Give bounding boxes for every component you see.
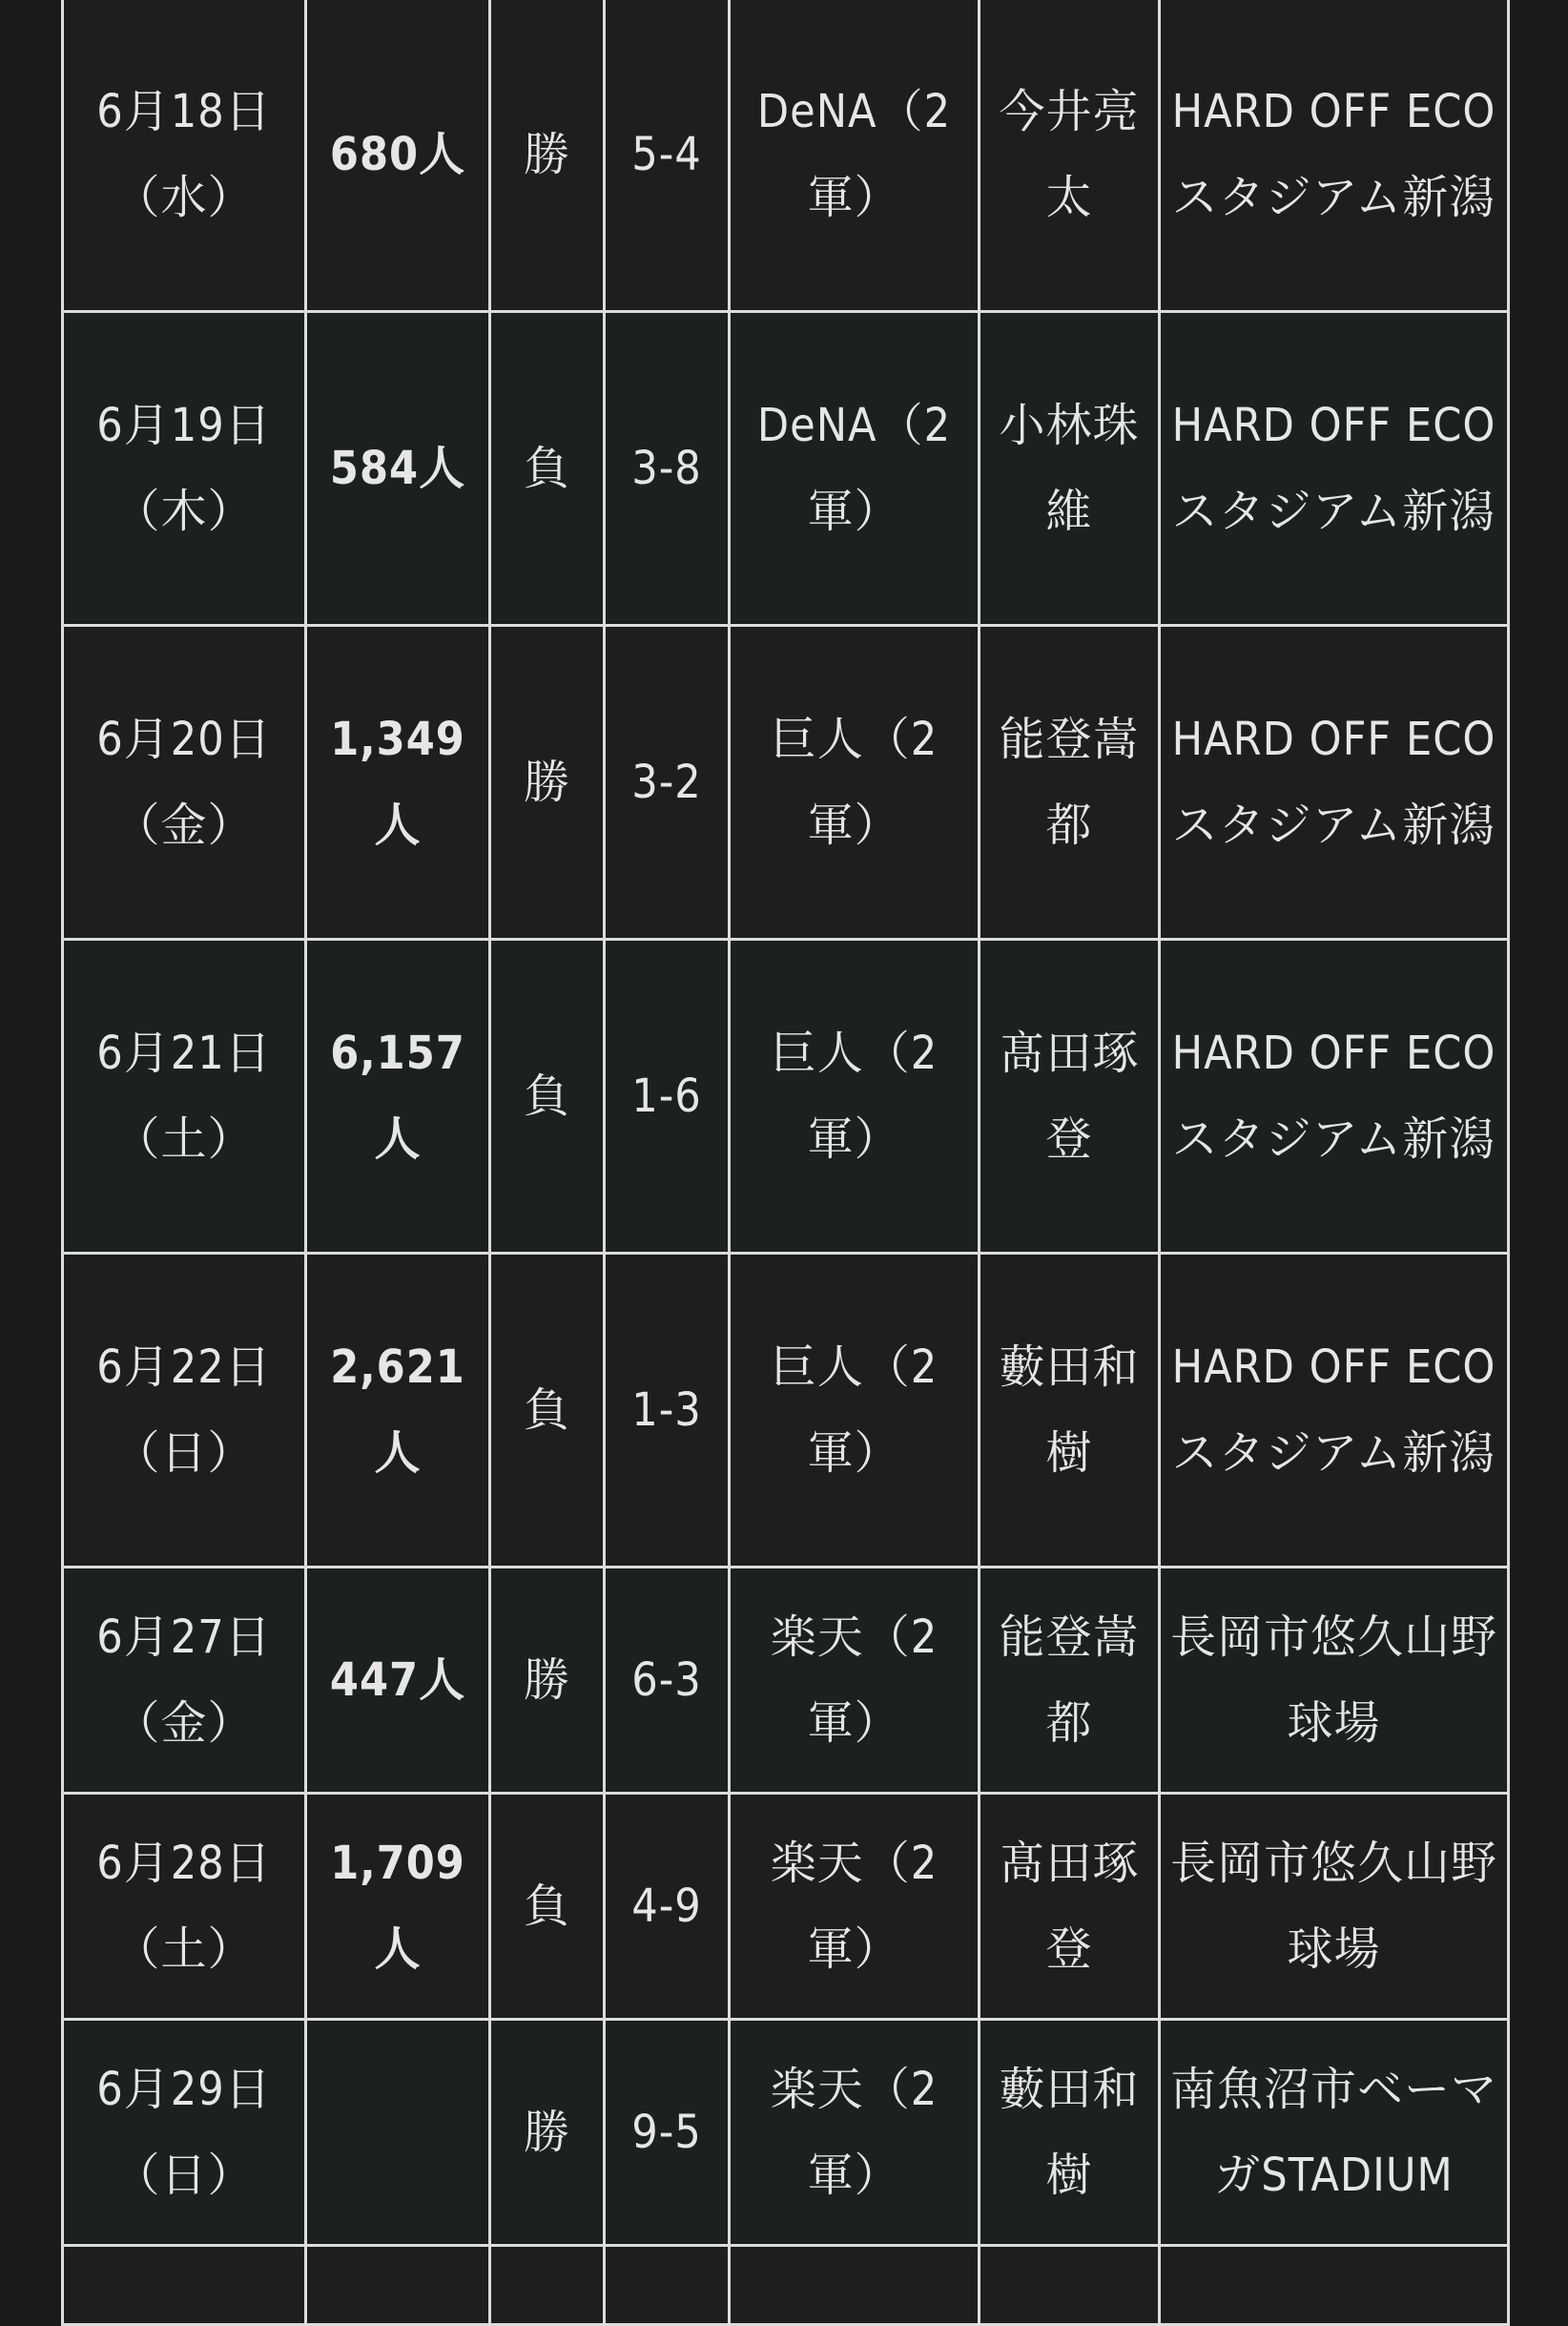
pitcher-cell: 能登嵩都 bbox=[980, 1568, 1160, 1794]
date-cell: 6月29日（日） bbox=[63, 2020, 306, 2246]
opponent-cell: 巨人（2軍） bbox=[730, 940, 980, 1254]
attendance-cell: 6,157人 bbox=[306, 940, 490, 1254]
table-row bbox=[63, 1568, 1509, 1794]
date-cell: 6月19日（木） bbox=[63, 312, 306, 626]
pitcher-cell bbox=[980, 2246, 1160, 2325]
venue-cell: HARD OFF ECO スタジアム新潟 bbox=[1160, 1254, 1509, 1568]
table-row bbox=[63, 312, 1509, 626]
score-cell: 6-3 bbox=[605, 1568, 730, 1794]
attendance-cell: 2,621人 bbox=[306, 1254, 490, 1568]
table-row bbox=[63, 1254, 1509, 1568]
result-cell: 勝 bbox=[490, 0, 605, 312]
result-cell: 勝 bbox=[490, 1568, 605, 1794]
table-row bbox=[63, 1794, 1509, 2020]
result-cell: 負 bbox=[490, 1794, 605, 2020]
venue-cell: HARD OFF ECO スタジアム新潟 bbox=[1160, 312, 1509, 626]
score-cell: 5-4 bbox=[605, 0, 730, 312]
opponent-cell: DeNA（2軍） bbox=[730, 312, 980, 626]
opponent-cell: 巨人（2軍） bbox=[730, 1254, 980, 1568]
table-row bbox=[63, 2246, 1509, 2325]
table-row bbox=[63, 2020, 1509, 2246]
attendance-cell bbox=[306, 2246, 490, 2325]
table-row bbox=[63, 0, 1509, 312]
result-cell bbox=[490, 2246, 605, 2325]
score-cell: 1-6 bbox=[605, 940, 730, 1254]
date-cell: 6月21日（土） bbox=[63, 940, 306, 1254]
date-cell: 6月28日（土） bbox=[63, 1794, 306, 2020]
venue-cell: 長岡市悠久山野球場 bbox=[1160, 1794, 1509, 2020]
result-cell: 負 bbox=[490, 1254, 605, 1568]
pitcher-cell: 小林珠維 bbox=[980, 312, 1160, 626]
attendance-cell: 1,349人 bbox=[306, 626, 490, 940]
venue-cell: 南魚沼市ベーマガSTADIUM bbox=[1160, 2020, 1509, 2246]
score-cell: 9-5 bbox=[605, 2020, 730, 2246]
opponent-cell: 楽天（2軍） bbox=[730, 1794, 980, 2020]
venue-cell: HARD OFF ECO スタジアム新潟 bbox=[1160, 940, 1509, 1254]
date-cell: 6月27日（金） bbox=[63, 1568, 306, 1794]
venue-cell bbox=[1160, 2246, 1509, 2325]
date-cell: 6月22日（日） bbox=[63, 1254, 306, 1568]
attendance-cell: 447人 bbox=[306, 1568, 490, 1794]
pitcher-cell: 能登嵩都 bbox=[980, 626, 1160, 940]
venue-cell: 長岡市悠久山野球場 bbox=[1160, 1568, 1509, 1794]
pitcher-cell: 今井亮太 bbox=[980, 0, 1160, 312]
date-cell: 6月18日（水） bbox=[63, 0, 306, 312]
score-cell: 3-8 bbox=[605, 312, 730, 626]
result-cell: 勝 bbox=[490, 626, 605, 940]
attendance-cell bbox=[306, 2020, 490, 2246]
result-cell: 勝 bbox=[490, 2020, 605, 2246]
pitcher-cell: 髙田琢登 bbox=[980, 940, 1160, 1254]
pitcher-cell: 藪田和樹 bbox=[980, 2020, 1160, 2246]
opponent-cell bbox=[730, 2246, 980, 2325]
opponent-cell: 巨人（2軍） bbox=[730, 626, 980, 940]
score-cell: 4-9 bbox=[605, 1794, 730, 2020]
venue-cell: HARD OFF ECO スタジアム新潟 bbox=[1160, 626, 1509, 940]
score-cell: 3-2 bbox=[605, 626, 730, 940]
score-cell bbox=[605, 2246, 730, 2325]
venue-cell: HARD OFF ECO スタジアム新潟 bbox=[1160, 0, 1509, 312]
opponent-cell: 楽天（2軍） bbox=[730, 2020, 980, 2246]
table-row bbox=[63, 940, 1509, 1254]
pitcher-cell: 髙田琢登 bbox=[980, 1794, 1160, 2020]
opponent-cell: DeNA（2軍） bbox=[730, 0, 980, 312]
attendance-cell: 680人 bbox=[306, 0, 490, 312]
score-cell: 1-3 bbox=[605, 1254, 730, 1568]
attendance-cell: 1,709人 bbox=[306, 1794, 490, 2020]
date-cell bbox=[63, 2246, 306, 2325]
table-row bbox=[63, 626, 1509, 940]
result-cell: 負 bbox=[490, 940, 605, 1254]
attendance-cell: 584人 bbox=[306, 312, 490, 626]
result-cell: 負 bbox=[490, 312, 605, 626]
game-results-table bbox=[61, 0, 1510, 2326]
date-cell: 6月20日（金） bbox=[63, 626, 306, 940]
opponent-cell: 楽天（2軍） bbox=[730, 1568, 980, 1794]
pitcher-cell: 藪田和樹 bbox=[980, 1254, 1160, 1568]
